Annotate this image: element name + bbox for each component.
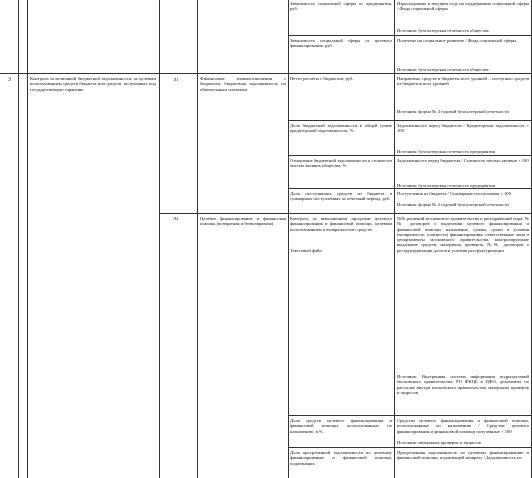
method-cell: Направлено средств в бюджеты всех уровней – поступило средств из бюджетов всех уровней	[397, 76, 529, 87]
column-divider	[27, 0, 28, 478]
method-cell: Получено на социальное развитие / Фонд социальной сферы	[397, 38, 517, 43]
section-description: Контроль за величиной бюджетной задолженности, за целевым использованием средств бюджета или средств, полученных под государственную гарантию.	[30, 76, 156, 92]
indicator-cell: Контроль за выполнением программ целевого финансирования и финансовой помощи, целевым использованием и возвратностью средств	[290, 216, 392, 232]
group-name: Финансовые взаимоотношения с бюджетом, бюджетная задолженность по обязательным платежам	[200, 76, 286, 92]
row-divider	[288, 155, 532, 156]
row-divider	[288, 35, 532, 36]
method-cell: Задолженность перед бюджетом / Стоимость чистых активов × 100	[397, 158, 529, 163]
indicator-cell: Отношение бюджетной задолженности к стоимости чистых активов общества, %	[290, 158, 392, 169]
indicator-cell: Доля поступивших средств из бюджета в суммарных поступлениях за отчетный период, руб.	[290, 191, 392, 202]
source-note: Источник: Внутренняя система информации подразделений московского правительства, РО ФКЦБ в ЦФО, документы по рассылке внутри московского правительства, материалы проверок и запросов	[397, 374, 529, 395]
indicator-cell: Доля средств целевого финансирования и финансовой помощи, использованных по назначению, в %	[290, 418, 392, 434]
column-divider	[288, 0, 289, 478]
indicator-cell: Нетто-расчеты с бюджетом, руб.	[290, 76, 354, 81]
source-note: Источник: материалы проверок и запросов	[397, 440, 481, 445]
group-code: Л1	[173, 77, 179, 82]
indicator-cell: Доля бюджетной задолженности в общей сумме кредиторской задолженности, %	[290, 123, 392, 134]
method-cell: Задолженность перед бюджетом / Кредиторская задолженность × 100	[397, 123, 529, 134]
source-note: Источник: бухгалтерская отчетность предприятия	[397, 183, 495, 188]
column-divider	[159, 0, 160, 478]
row-divider	[288, 120, 532, 121]
column-divider	[197, 0, 198, 478]
source-note: Источник: бухгалтерская отчетность общества	[397, 28, 489, 33]
row-divider	[160, 213, 532, 214]
group-name: Целевое финансирование и финансовая помощь (возвратная и безвозвратная)	[200, 216, 286, 227]
indicator-cell: Зависимость социальной сферы от предприятия, руб.	[290, 1, 392, 12]
indicator-note: Текстовый файл	[290, 248, 322, 253]
row-divider	[0, 73, 532, 74]
source-note: Источник: бухгалтерская отчетность общества	[397, 67, 489, 72]
method-cell: Средства целевого финансирования и финансовой помощи, использованные по назначению / Средства целевого финансирования и финансовой помощи полученные × 100	[397, 418, 529, 434]
section-number: 3	[8, 77, 11, 83]
group-code: Л2	[173, 216, 179, 221]
indicator-cell: Зависимость социальной сферы от целевого финансирования, руб.	[290, 38, 392, 49]
method-cell: №№ решений московского правительства и распоряжений мэра, №№ договоров о выделении целевого финансирования и финансовой помощи; назначение, суммы, сроки и условия (возвратность, платность) финансирования, ответственные лица и департаменты московского правительства, контролирующие выделение средств, материалы проверок, №№ договоров о реструктуризации долгов и условия реструктуризации	[397, 216, 529, 253]
source-note: Источник: форма № 4 годовой бухгалтерской отчетности	[397, 109, 509, 114]
row-divider	[288, 415, 532, 416]
method-cell: Израсходовано в текущем году на поддержание социальной сферы / Фонд социальной сферы	[397, 1, 529, 12]
column-divider	[394, 0, 395, 478]
method-cell: Поступления из бюджета / Суммарные поступления × 100	[397, 191, 511, 196]
row-divider	[288, 447, 532, 448]
table-border-left	[18, 0, 19, 478]
method-cell: Просроченная задолженность по целевому финансированию и финансовой помощи, подлежащей возврату / Задолженность по	[397, 450, 529, 461]
source-note: Источник: бухгалтерская отчетность предприятия	[397, 149, 495, 154]
indicator-cell: Доля просроченной задолженности по целевому финансированию и финансовой помощи, подлежащих	[290, 450, 392, 466]
source-note: Источник: форма № 4 годовой бухгалтерской отчетности	[397, 202, 509, 207]
